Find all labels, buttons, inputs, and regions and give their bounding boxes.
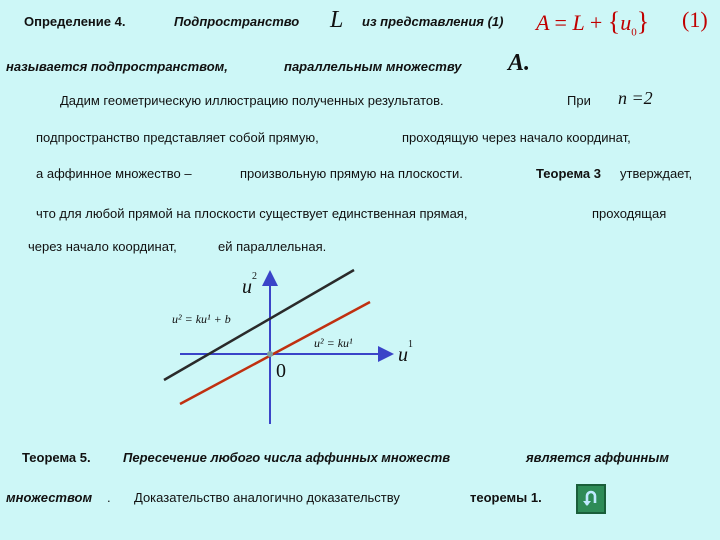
axis-x-sup: 1: [408, 339, 413, 351]
axis-y-sup: 2: [252, 271, 257, 283]
formula-A: A: [536, 10, 550, 35]
symbol-L: L: [330, 7, 344, 33]
origin-label: 0: [276, 360, 286, 382]
formula-rbrace: }: [636, 7, 650, 36]
equation-subspace: u² = ku¹: [314, 336, 353, 350]
back-button[interactable]: [576, 484, 606, 514]
formula-plus: +: [589, 10, 603, 35]
paragraph-line5a: через начало координат,: [28, 239, 177, 254]
paragraph-line3a: а аффинное множество –: [36, 166, 192, 181]
theorem5-text3: множеством: [6, 490, 93, 505]
equation-affine: u² = ku¹ + b: [172, 312, 231, 326]
paragraph-line1: Дадим геометрическую иллюстрацию полученных результатов.: [60, 93, 444, 108]
paragraph-line3b: произвольную прямую на плоскости.: [240, 166, 463, 181]
definition-label: Определение 4.: [24, 14, 126, 29]
definition-called: называется подпространством,: [6, 59, 228, 74]
paragraph-line3c: утверждает,: [620, 166, 693, 181]
origin-dot: [267, 351, 273, 357]
definition-subspace: Подпространство: [174, 14, 300, 29]
proof-text: Доказательство аналогично доказательству: [134, 490, 400, 505]
theorem5-period: .: [107, 490, 111, 505]
paragraph-line4b: проходящая: [592, 206, 667, 221]
theorem5-text1: Пересечение любого числа аффинных множеств: [123, 450, 451, 465]
n-equals-2: n =2: [618, 88, 653, 108]
theorem5-text2: является аффинным: [526, 450, 669, 465]
axis-x-label: [398, 339, 413, 367]
paragraph-line2a: подпространство представляет собой прямую,: [36, 130, 319, 145]
paragraph-line4a: что для любой прямой на плоскости существует единственная прямая,: [36, 206, 468, 221]
symbol-A: A.: [508, 50, 531, 76]
definition-parallel: параллельным множеству: [284, 59, 462, 74]
formula-sub0: 0: [631, 26, 637, 39]
theorem3-ref: Теорема 3: [536, 166, 601, 181]
axis-y-letter: u: [242, 276, 252, 298]
paragraph-when: При: [567, 93, 591, 108]
formula: [536, 7, 649, 38]
axis-y-label: [242, 271, 257, 299]
paragraph-line5b: ей параллельная.: [218, 239, 327, 254]
paragraph-line2b: проходящую через начало координат,: [402, 130, 631, 145]
axis-x-letter: u: [398, 344, 408, 366]
formula-eq: =: [554, 10, 567, 35]
theorem5-label: Теорема 5.: [22, 450, 91, 465]
formula-L: L: [572, 10, 585, 35]
formula-lbrace: {: [607, 7, 621, 36]
theorem1-ref: теоремы 1.: [470, 490, 542, 505]
u-turn-back-icon: [581, 489, 601, 509]
definition-from-repr: из представления (1): [362, 14, 504, 29]
formula-u: u: [620, 10, 632, 35]
equation-number: (1): [682, 7, 708, 32]
